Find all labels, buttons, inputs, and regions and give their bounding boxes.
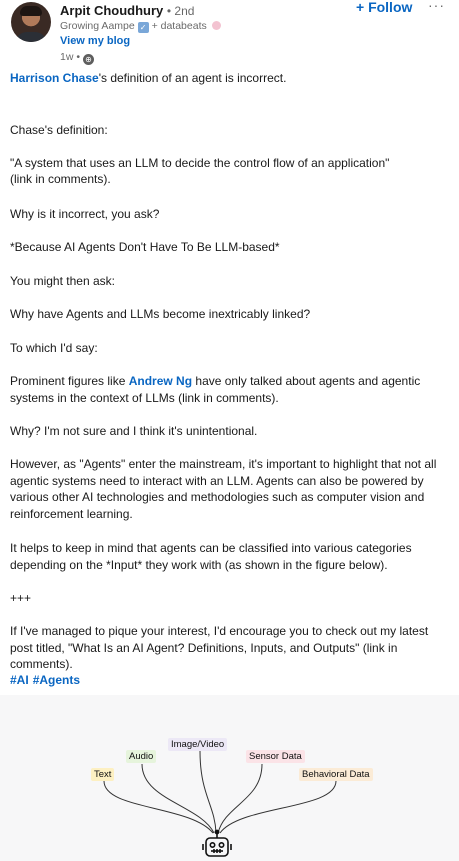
p8-post: have only talked about agents and agentic systems in the context of LLMs (link in comments). (10, 374, 421, 405)
hashtag-agents[interactable]: #Agents (32, 673, 81, 687)
emoji-icon (212, 21, 221, 30)
paragraph-8 (10, 373, 450, 406)
more-options-button[interactable]: ··· (428, 0, 445, 13)
connection-degree: • 2nd (166, 4, 195, 18)
paragraph-7: To which I'd say: (10, 341, 98, 355)
input-label-sensor-data: Sensor Data (246, 750, 305, 763)
post-image-agent-inputs[interactable] (0, 695, 459, 861)
avatar[interactable] (11, 2, 51, 42)
paragraph-9: Why? I'm not sure and I think it's unintentional. (10, 424, 258, 438)
intro-text: 's definition of an agent is incorrect. (98, 71, 287, 85)
post-header (0, 0, 459, 66)
hashtags (10, 672, 450, 689)
timestamp: 1w • (60, 51, 81, 63)
author-name[interactable]: Arpit Choudhury (60, 3, 164, 18)
paragraph-3: Why is it incorrect, you ask? (10, 207, 160, 221)
paragraph-1: Chase's definition: (10, 123, 108, 137)
paragraph-13: If I've managed to pique your interest, I'd encourage you to check out my latest post titled, "What Is an AI Agent? Definitions, Inputs, and Outputs" (link in comments). (10, 624, 429, 671)
headline-extra: + databeats (151, 20, 207, 32)
hashtag-ai[interactable]: #AI (10, 673, 29, 687)
avatar-shirt (15, 32, 47, 42)
robot-icon (203, 830, 231, 856)
mention-andrew-ng[interactable]: Andrew Ng (128, 374, 193, 388)
author-name-row (60, 3, 194, 18)
globe-icon: ⊕ (83, 54, 94, 65)
paragraph-12: +++ (10, 591, 32, 605)
paragraph-6: Why have Agents and LLMs become inextricably linked? (10, 307, 311, 321)
paragraph-2b: (link in comments). (10, 172, 111, 186)
input-label-image-video: Image/Video (168, 738, 227, 751)
input-label-behavioral-data: Behavioral Data (299, 768, 373, 781)
company-badge-icon: ✓ (138, 22, 149, 33)
input-label-text: Text (91, 768, 114, 781)
mention-harrison-chase[interactable]: Harrison Chase (10, 71, 99, 85)
paragraph-10: However, as "Agents" enter the mainstream, it's important to highlight that not all agentic systems need to interact with an LLM. Agents can also be powered by various other AI technologies and methodologies such as computer vision and reinforcement learning. (10, 457, 437, 521)
input-connector-lines (0, 695, 459, 861)
paragraph-2: "A system that uses an LLM to decide the control flow of an application" (10, 156, 390, 170)
post-meta (60, 51, 94, 65)
avatar-hair (20, 6, 42, 16)
paragraph-11: It helps to keep in mind that agents can be classified into various categories depending on the *Input* they work with (as shown in the figure below). (10, 541, 412, 572)
follow-button[interactable]: + Follow (356, 0, 413, 15)
post-intro (10, 70, 450, 87)
input-label-audio: Audio (126, 750, 156, 763)
author-headline (60, 20, 221, 33)
paragraph-5: You might then ask: (10, 274, 115, 288)
headline-text: Growing Aampe (60, 20, 135, 32)
p8-pre: Prominent figures like (10, 374, 129, 388)
view-blog-link[interactable]: View my blog (60, 35, 131, 47)
paragraph-4: *Because AI Agents Don't Have To Be LLM-based* (10, 240, 280, 254)
